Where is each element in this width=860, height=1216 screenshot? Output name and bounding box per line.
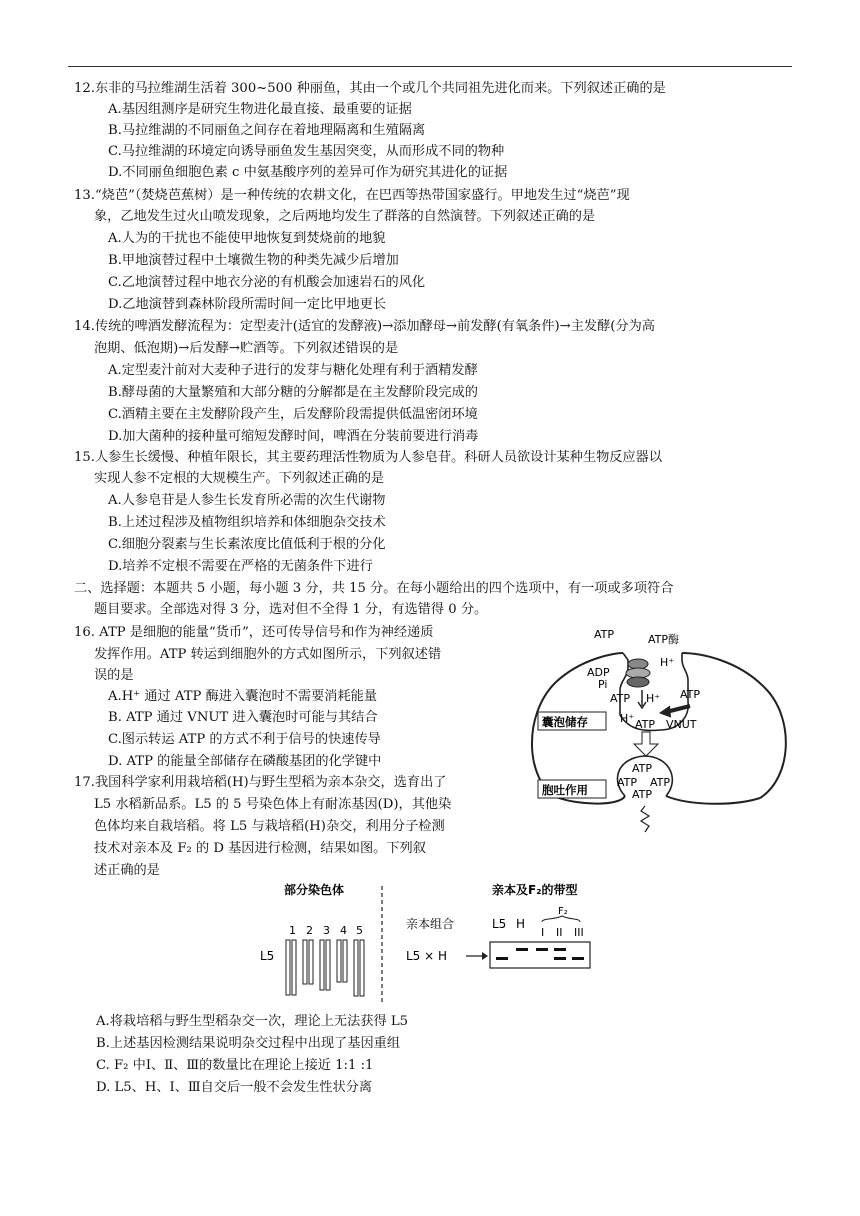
q17-option-a: A.将栽培稻与野生型稻杂交一次，理论上无法获得 L5 <box>96 1014 408 1029</box>
q12-option-a: A.基因组测序是研究生物进化最直接、最重要的证据 <box>108 102 412 117</box>
band-f2-2a <box>554 948 566 951</box>
chromosome-3a <box>320 940 324 990</box>
q13-option-b: B.甲地演替过程中土壤微生物的种类先减少后增加 <box>108 253 399 268</box>
section2-heading-line1: 二、选择题：本题共 5 小题，每小题 3 分，共 15 分。在每小题给出的四个选项中，有一项或多项符合 <box>74 581 674 596</box>
chrom-number-4: 4 <box>340 924 347 937</box>
fig16-atpase-label: ATP酶 <box>648 633 680 646</box>
storage-label: 囊泡储存 <box>542 715 588 729</box>
q17-option-d: D. L5、H、Ⅰ、Ⅲ自交后一般不会发生性状分离 <box>96 1080 373 1095</box>
band-f2-2b <box>554 957 566 960</box>
q17-stem-line4: 技术对亲本及 F₂ 的 D 基因进行检测，结果如图。下列叙 <box>94 841 426 856</box>
q13-stem-line2: 象，乙地发生过火山喷发现象，之后两地均发生了群落的自然演替。下列叙述正确的是 <box>94 209 596 224</box>
fig17-cross-label: L5 × H <box>406 949 448 963</box>
q12-option-c: C.马拉维湖的环境定向诱导丽鱼发生基因突变，从而形成不同的物种 <box>108 144 505 159</box>
q17-option-b: B.上述基因检测结果说明杂交过程中出现了基因重组 <box>96 1036 401 1051</box>
q15-option-c: C.细胞分裂素与生长素浓度比值低利于根的分化 <box>108 537 386 552</box>
fig16-adp: ADP <box>587 666 610 679</box>
chromosome-2b <box>309 940 313 984</box>
vnut-arrowhead <box>660 706 671 717</box>
q17-stem-line1: 17.我国科学家利用栽培稻(H)与野生型稻为亲本杂交，选育出了 <box>74 775 447 790</box>
chromosome-5b <box>360 940 364 996</box>
q12-option-b: B.马拉维湖的不同丽鱼之间存在着地理隔离和生殖隔离 <box>108 123 426 138</box>
q14-option-d: D.加大菌种的接种量可缩短发酵时间，啤酒在分装前要进行消毒 <box>108 429 479 444</box>
fig16-h-plus-vesicle: H⁺ <box>646 692 661 705</box>
q15-stem-line1: 15.人参生长缓慢、种植年限长，其主要药理活性物质为人参皂苷。科研人员欲设计某种生物反应器以 <box>74 450 663 465</box>
q16-stem-line2: 发挥作用。ATP 转运到细胞外的方式如图所示，下列叙述错 <box>94 647 442 662</box>
fig16-atp-top: ATP <box>594 628 615 641</box>
fig16-h-plus-lower: H⁺ <box>620 712 635 725</box>
q15-option-a: A.人参皂苷是人参生长发育所必需的次生代谢物 <box>108 493 386 508</box>
q17-option-c: C. F₂ 中Ⅰ、Ⅱ、Ⅲ的数量比在理论上接近 1:1 :1 <box>96 1058 374 1073</box>
q15-stem-line2: 实现人参不定根的大规模生产。下列叙述正确的是 <box>94 471 385 486</box>
lane-h: H <box>516 917 526 931</box>
band-h <box>516 948 528 951</box>
fig16-atp-right: ATP <box>680 688 701 701</box>
fig17-right-title: 亲本及F₂的带型 <box>492 883 578 897</box>
q14-stem-line1: 14.传统的啤酒发酵流程为：定型麦汁(适宜的发酵液)→添加酵母→前发酵(有氧条件)→主发酵(分为高 <box>74 319 655 334</box>
band-f2-1 <box>536 948 548 951</box>
q13-option-c: C.乙地演替过程中地衣分泌的有机酸会加速岩石的风化 <box>108 275 426 290</box>
q14-option-b: B.酵母菌的大量繁殖和大部分糖的分解都是在主发酵阶段完成的 <box>108 385 478 400</box>
q14-stem-line2: 泡期、低泡期)→后发酵→贮酒等。下列叙述错误的是 <box>94 341 399 356</box>
fig16-atp-released-3: ATP <box>650 776 671 789</box>
chromosome-1a <box>286 940 290 995</box>
q12-stem: 12.东非的马拉维湖生活着 300~500 种丽鱼，其由一个或几个共同祖先进化而来。下列叙述正确的是 <box>74 81 666 96</box>
chromosome-4b <box>343 940 347 982</box>
q17-stem-line3: 色体均来自栽培稻。将 L5 与栽培稻(H)杂交，利用分子检测 <box>94 819 445 834</box>
fig16-vnut-label: VNUT <box>666 718 697 731</box>
fig16-atp-released-2: ATP <box>617 776 638 789</box>
chromosome-2a <box>303 940 307 984</box>
chromosome-3b <box>326 940 330 990</box>
q13-option-a: A.人为的干扰也不能使甲地恢复到焚烧前的地貌 <box>108 231 386 246</box>
header-rule <box>68 66 792 67</box>
exocytosis-label: 胞吐作用 <box>542 783 588 797</box>
q17-stem-line2: L5 水稻新品系。L5 的 5 号染色体上有耐冻基因(D)，其他染 <box>94 797 452 812</box>
fig17-parent-combo-label: 亲本组合 <box>406 917 455 931</box>
fig17-left-title: 部分染色体 <box>284 883 345 897</box>
fig16-h-plus-top: H⁺ <box>660 656 675 669</box>
fig16-atp-released-4: ATP <box>632 788 653 801</box>
hollow-down-arrow <box>634 732 658 756</box>
f2-lane-3: III <box>574 926 584 939</box>
q14-option-a: A.定型麦汁前对大麦种子进行的发芽与糖化处理有利于酒精发酵 <box>108 363 478 378</box>
q15-option-b: B.上述过程涉及植物组织培养和体细胞杂交技术 <box>108 515 386 530</box>
chromosome-4a <box>337 940 341 982</box>
q16-option-a: A.H⁺ 通过 ATP 酶进入囊泡时不需要消耗能量 <box>108 689 378 704</box>
fig16-atp-vnut: ATP <box>635 718 656 731</box>
q16-option-b: B. ATP 通过 VNUT 进入囊泡时可能与其结合 <box>108 710 378 725</box>
band-l5 <box>496 957 508 960</box>
band-f2-3 <box>572 957 584 960</box>
cross-arrow-head <box>482 952 488 960</box>
f2-brace <box>542 916 580 922</box>
fig17-row-label: L5 <box>260 949 275 963</box>
gel-box <box>490 942 590 968</box>
q12-option-d: D.不同丽鱼细胞色素 c 中氨基酸序列的差异可作为研究其进化的证据 <box>108 165 508 180</box>
fig16-atp-released-1: ATP <box>632 762 653 775</box>
chromosome-1b <box>292 940 296 995</box>
fig16-pi: Pi <box>598 678 608 691</box>
f2-label: F₂ <box>558 906 568 917</box>
q13-stem-line1: 13.“烧芭”（焚烧芭蕉树）是一种传统的农耕文化，在巴西等热带国家盛行。甲地发生过“烧芭”现 <box>74 188 630 203</box>
chromosome-5a <box>354 940 358 996</box>
section2-heading-line2: 题目要求。全部选对得 3 分，选对但不全得 1 分，有选错得 0 分。 <box>94 602 488 617</box>
atpase-bottom <box>627 677 649 687</box>
chrom-number-5: 5 <box>356 924 363 937</box>
fig16-atp-vesicle: ATP <box>610 692 631 705</box>
chrom-number-2: 2 <box>306 924 313 937</box>
q13-option-d: D.乙地演替到森林阶段所需时间一定比甲地更长 <box>108 297 387 312</box>
q17-stem-line5: 述正确的是 <box>94 863 160 878</box>
q15-option-d: D.培养不定根不需要在严格的无菌条件下进行 <box>108 559 373 574</box>
squiggle-arrow <box>641 806 649 832</box>
chromosome-pairs <box>286 940 364 996</box>
lane-l5: L5 <box>492 917 507 931</box>
chrom-number-1: 1 <box>289 924 296 937</box>
f2-lane-2: II <box>556 926 563 939</box>
atp-transport-figure <box>520 620 796 835</box>
f2-lane-1: I <box>541 926 545 939</box>
q14-option-c: C.酒精主要在主发酵阶段产生，后发酵阶段需提供低温密闭环境 <box>108 407 478 422</box>
q16-stem-line3: 误的是 <box>94 668 134 683</box>
chrom-number-3: 3 <box>323 924 330 937</box>
q16-option-d: D. ATP 的能量全部储存在磷酸基团的化学键中 <box>108 754 382 769</box>
q16-stem-line1: 16. ATP 是细胞的能量“货币”，还可传导信号和作为神经递质 <box>74 625 434 640</box>
membrane-lower-right <box>666 796 760 804</box>
chromosome-band-figure <box>254 880 614 1005</box>
q16-option-c: C.图示转运 ATP 的方式不利于信号的快速传导 <box>108 732 381 747</box>
